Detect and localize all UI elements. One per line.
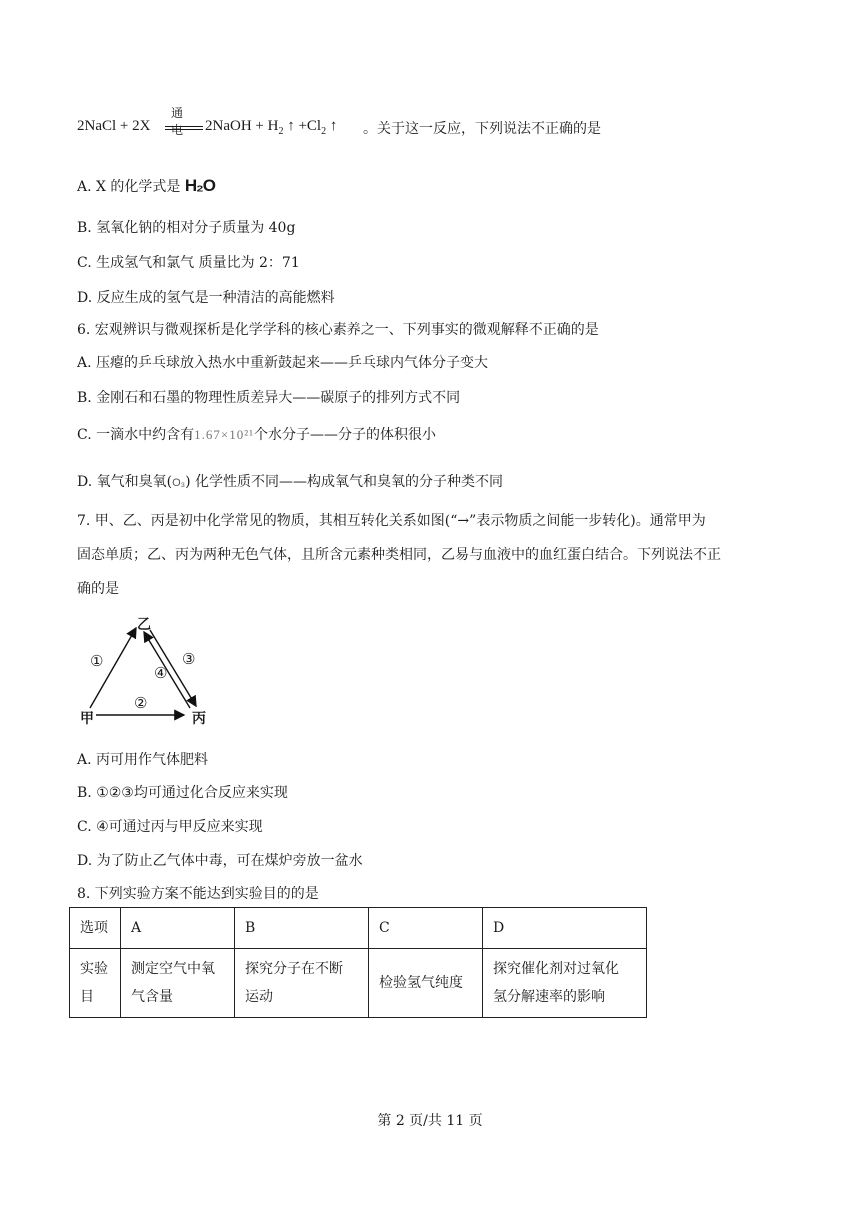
row-label-line-2: 目 xyxy=(80,989,94,1005)
q7-option-c: C. ④可通过丙与甲反应来实现 xyxy=(77,819,263,835)
table-cell-a xyxy=(121,949,235,1018)
q7-stem-line-2: 固态单质；乙、丙为两种无色气体，且所含元素种类相同，乙易与血液中的血红蛋白结合。下列说法不正 xyxy=(77,547,721,563)
label-2: ② xyxy=(134,694,148,712)
equation-arrow-up: ↑ xyxy=(329,118,338,134)
q8-stem: 8. 下列实验方案不能达到实验目的的是 xyxy=(77,886,319,902)
table-cell-d xyxy=(483,949,647,1018)
q6-option-c-suffix: 个水分子——分子的体积很小 xyxy=(254,427,437,443)
q6-stem: 6. 宏观辨识与微观探析是化学学科的核心素养之一、下列事实的微观解释不正确的是 xyxy=(77,322,599,338)
q7-option-b: B. ①②③均可通过化合反应来实现 xyxy=(77,785,288,801)
equation-right-text: 2NaOH + H xyxy=(205,118,279,134)
equation-condition: 通电 xyxy=(171,106,184,137)
q7-option-a: A. 丙可用作气体肥料 xyxy=(77,752,209,768)
equation-sub-b: 2 xyxy=(321,126,327,137)
label-3: ③ xyxy=(182,650,196,668)
cell-a-line-1: 测定空气中氧 xyxy=(131,961,215,977)
table-header-cell: D xyxy=(483,908,647,949)
conversion-diagram xyxy=(78,614,224,728)
page-footer: 第 2 页/共 11 页 xyxy=(377,1113,483,1129)
q5-option-b: B. 氢氧化钠的相对分子质量为 40g xyxy=(77,220,296,236)
q7-stem-line-1: 7. 甲、乙、丙是初中化学常见的物质，其相互转化关系如图(“→”表示物质之间能一步转化)。通常甲为 xyxy=(77,513,706,529)
q5-option-a-formula: H₂O xyxy=(184,176,215,195)
row-label-line-1: 实验 xyxy=(80,961,108,977)
q6-option-b: B. 金刚石和石墨的物理性质差异大——碳原子的排列方式不同 xyxy=(77,390,461,406)
label-1: ① xyxy=(90,652,104,670)
q5-option-d: D. 反应生成的氢气是一种清洁的高能燃料 xyxy=(77,290,335,306)
equation-left: 2NaCl + 2X xyxy=(77,118,151,134)
q6-option-c xyxy=(77,425,436,445)
table-header-row xyxy=(70,908,647,949)
table-header-cell: 选项 xyxy=(70,908,121,949)
q5-option-a xyxy=(77,176,215,197)
q6-option-d-suffix: ) 化学性质不同——构成氧气和臭氧的分子种类不同 xyxy=(185,474,504,490)
table-header-cell: C xyxy=(369,908,483,949)
cell-b-line-2: 运动 xyxy=(245,989,273,1005)
table-header-cell: A xyxy=(121,908,235,949)
table-row xyxy=(70,949,647,1018)
table-header-cell: B xyxy=(235,908,369,949)
q6-option-a: A. 压瘪的乒乓球放入热水中重新鼓起来——乒乓球内气体分子变大 xyxy=(77,355,489,371)
table-cell-c: 检验氢气纯度 xyxy=(369,949,483,1018)
equation-bar-bottom xyxy=(165,129,203,130)
q5-option-c: C. 生成氢气和氯气 质量比为 2：71 xyxy=(77,255,300,271)
q6-option-d xyxy=(77,472,503,493)
cell-a-line-2: 气含量 xyxy=(131,989,173,1005)
label-4: ④ xyxy=(154,664,168,682)
equation-bar-top xyxy=(165,126,203,127)
equation-sub: 2 xyxy=(278,126,284,137)
q6-option-d-text: D. 氧气和臭氧( xyxy=(77,474,173,490)
equation-arrow-cl: ↑ +Cl xyxy=(287,118,322,134)
q6-option-c-text: C. 一滴水中约含有 xyxy=(77,427,195,443)
q5-option-a-text: A. X 的化学式是 xyxy=(77,179,181,195)
q6-option-c-number: 1.67×10²¹ xyxy=(194,427,255,442)
table-cell-b xyxy=(235,949,369,1018)
q8-table xyxy=(69,907,647,1018)
cell-b-line-1: 探究分子在不断 xyxy=(245,961,343,977)
cell-d-line-2: 氢分解速率的影响 xyxy=(493,989,605,1005)
q6-option-d-formula: O₃ xyxy=(172,477,186,489)
node-jia: 甲 xyxy=(80,711,94,727)
node-bing: 丙 xyxy=(192,711,206,727)
equation-right xyxy=(205,118,337,137)
q7-stem-line-3: 确的是 xyxy=(77,581,119,597)
equation-tail: 。关于这一反应，下列说法不正确的是 xyxy=(363,121,601,137)
table-row-label xyxy=(70,949,121,1018)
node-yi: 乙 xyxy=(137,617,151,633)
q7-option-d: D. 为了防止乙气体中毒，可在煤炉旁放一盆水 xyxy=(77,853,363,869)
cell-d-line-1: 探究催化剂对过氧化 xyxy=(493,961,619,977)
